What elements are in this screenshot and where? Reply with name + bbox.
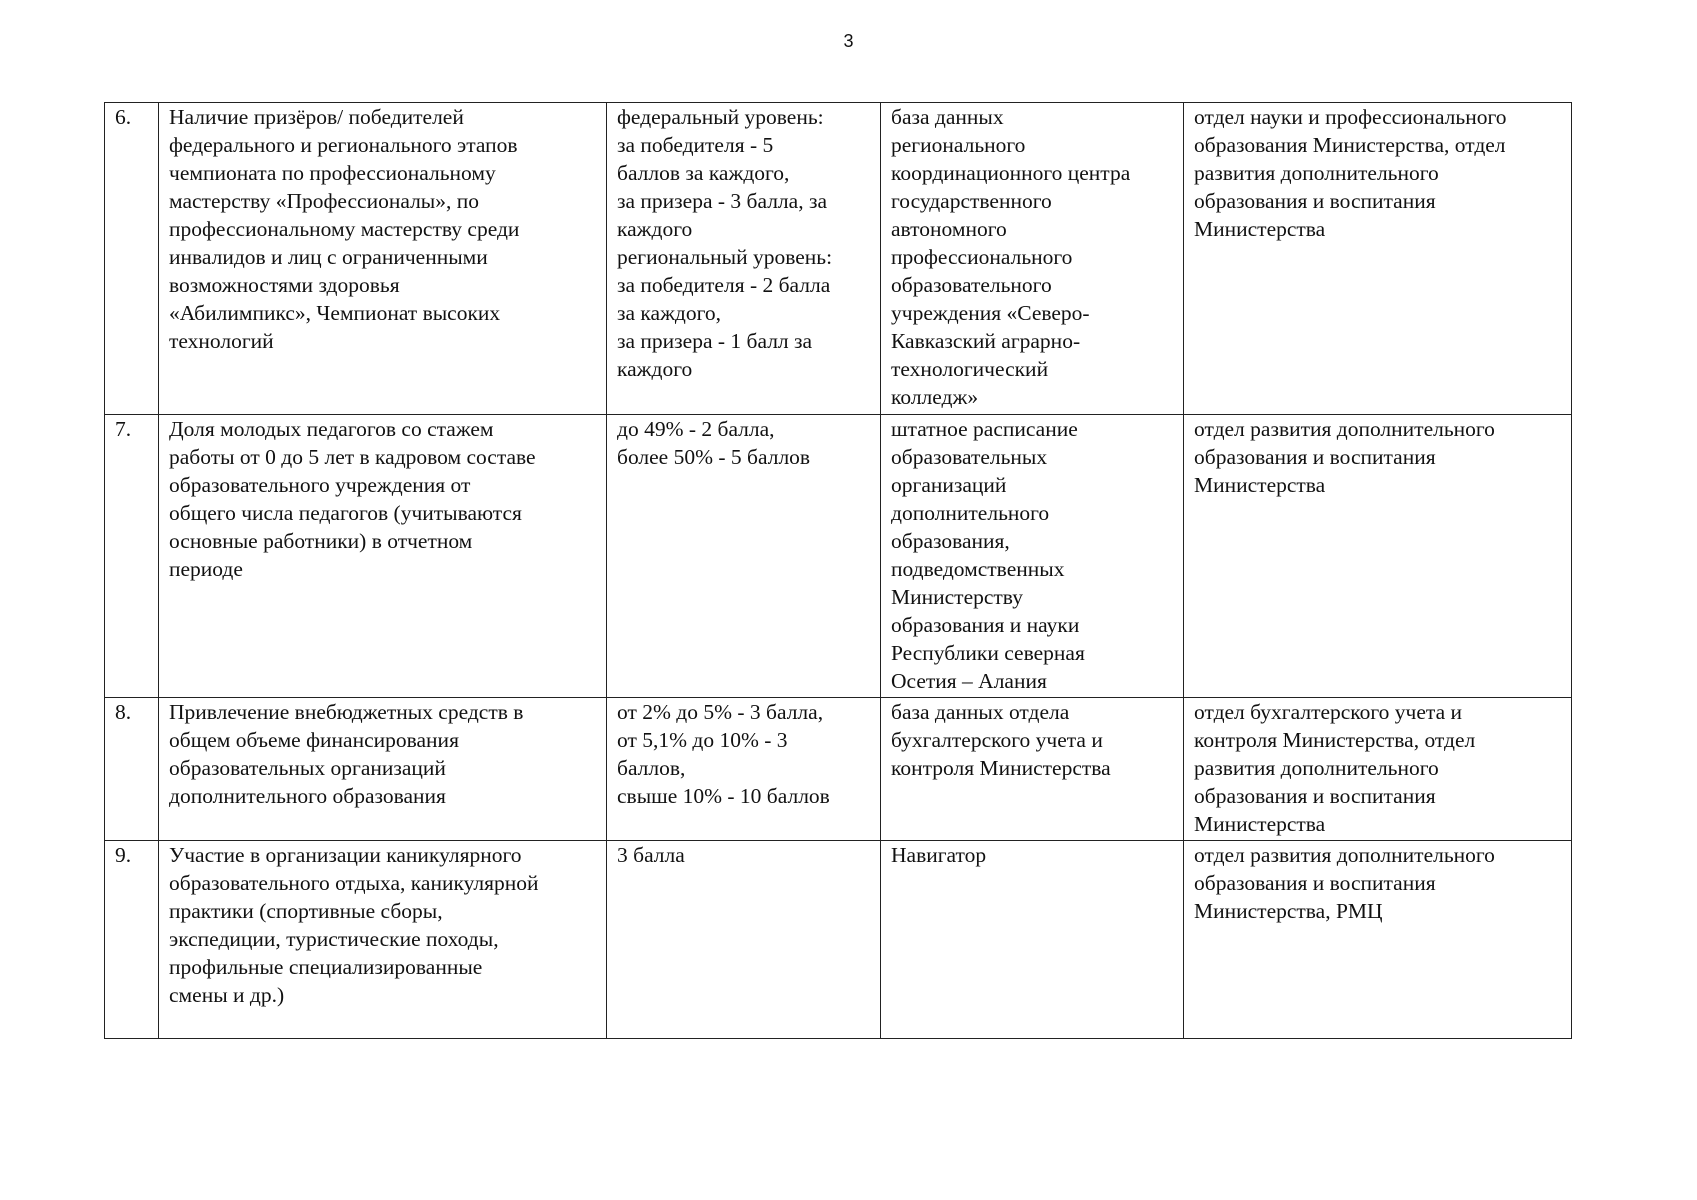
text-line: мастерству «Профессионалы», по: [169, 189, 480, 213]
text-line: Кавказский аграрно-: [891, 329, 1081, 353]
page-number: 3: [843, 31, 854, 51]
text-line: отдел науки и профессионального: [1194, 105, 1507, 129]
text-line: более 50% - 5 баллов: [617, 445, 811, 469]
row-number: 6.: [105, 103, 159, 415]
text-line: образования,: [891, 529, 1010, 553]
text-line: развития дополнительного: [1194, 756, 1439, 780]
table-row-8: [105, 698, 1572, 841]
text-line: работы от 0 до 5 лет в кадровом составе: [169, 445, 536, 469]
text-line: периоде: [169, 557, 243, 581]
text-line: Министерству: [891, 585, 1023, 609]
text-line: каждого: [617, 357, 693, 381]
text-line: организаций: [891, 473, 1007, 497]
text-line: бухгалтерского учета и: [891, 728, 1103, 752]
text-line: общем объеме финансирования: [169, 728, 459, 752]
text-line: образовательного учреждения от: [169, 473, 471, 497]
responsible-cell: [1184, 103, 1572, 415]
text-line: каждого: [617, 217, 693, 241]
text-line: Министерства: [1194, 473, 1326, 497]
text-line: автономного: [891, 217, 1007, 241]
text-line: образовательных организаций: [169, 756, 446, 780]
points-cell: [607, 841, 881, 1039]
text-line: образования и воспитания: [1194, 189, 1436, 213]
text-line: база данных отдела: [891, 700, 1070, 724]
responsible-cell: [1184, 698, 1572, 841]
source-cell: [881, 841, 1184, 1039]
text-line: за победителя - 5: [617, 133, 774, 157]
text-line: основные работники) в отчетном: [169, 529, 473, 553]
text-line: Привлечение внебюджетных средств в: [169, 700, 524, 724]
indicator-cell: [159, 841, 607, 1039]
text-line: экспедиции, туристические походы,: [169, 927, 499, 951]
row-number: 9.: [105, 841, 159, 1039]
text-line: за каждого,: [617, 301, 722, 325]
text-line: Министерства: [1194, 812, 1326, 836]
table-row-9: [105, 841, 1572, 1039]
source-cell: [881, 415, 1184, 698]
responsible-cell: [1184, 415, 1572, 698]
text-line: координационного центра: [891, 161, 1131, 185]
source-cell: [881, 698, 1184, 841]
text-line: Республики северная: [891, 641, 1085, 665]
text-line: профессиональному мастерству среди: [169, 217, 520, 241]
text-line: баллов,: [617, 756, 686, 780]
text-line: развития дополнительного: [1194, 161, 1439, 185]
responsible-cell: [1184, 841, 1572, 1039]
text-line: возможностями здоровья: [169, 273, 400, 297]
text-line: государственного: [891, 189, 1052, 213]
row-number: 8.: [105, 698, 159, 841]
text-line: за призера - 3 балла, за: [617, 189, 827, 213]
text-line: от 2% до 5% - 3 балла,: [617, 700, 824, 724]
text-line: Наличие призёров/ победителей: [169, 105, 464, 129]
text-line: инвалидов и лиц с ограниченными: [169, 245, 488, 269]
text-line: образования и воспитания: [1194, 871, 1436, 895]
text-line: региональный уровень:: [617, 245, 833, 269]
text-line: штатное расписание: [891, 417, 1078, 441]
indicator-cell: [159, 103, 607, 415]
points-cell: [607, 698, 881, 841]
text-line: Навигатор: [891, 843, 987, 867]
source-cell: [881, 103, 1184, 415]
text-line: колледж»: [891, 385, 979, 409]
text-line: дополнительного: [891, 501, 1050, 525]
text-line: чемпионата по профессиональному: [169, 161, 496, 185]
text-line: образования и воспитания: [1194, 784, 1436, 808]
text-line: баллов за каждого,: [617, 161, 790, 185]
text-line: Министерства, РМЦ: [1194, 899, 1383, 923]
text-line: подведомственных: [891, 557, 1065, 581]
text-line: до 49% - 2 балла,: [617, 417, 775, 441]
text-line: «Абилимпикс», Чемпионат высоких: [169, 301, 501, 325]
text-line: смены и др.): [169, 983, 285, 1007]
text-line: технологический: [891, 357, 1049, 381]
text-line: профессионального: [891, 245, 1073, 269]
text-line: практики (спортивные сборы,: [169, 899, 443, 923]
text-line: отдел развития дополнительного: [1194, 843, 1495, 867]
text-line: образовательных: [891, 445, 1048, 469]
text-line: регионального: [891, 133, 1026, 157]
text-line: за победителя - 2 балла: [617, 273, 831, 297]
text-line: образования и науки: [891, 613, 1080, 637]
text-line: база данных: [891, 105, 1004, 129]
text-line: федеральный уровень:: [617, 105, 824, 129]
text-line: профильные специализированные: [169, 955, 483, 979]
text-line: отдел развития дополнительного: [1194, 417, 1495, 441]
text-line: 3 балла: [617, 843, 685, 867]
row-number: 7.: [105, 415, 159, 698]
points-cell: [607, 415, 881, 698]
text-line: учреждения «Северо-: [891, 301, 1090, 325]
text-line: технологий: [169, 329, 274, 353]
points-cell: [607, 103, 881, 415]
text-line: контроля Министерства: [891, 756, 1111, 780]
text-line: образования Министерства, отдел: [1194, 133, 1506, 157]
table-row-6: [105, 103, 1572, 415]
criteria-table: [104, 102, 1572, 1039]
indicator-cell: [159, 698, 607, 841]
text-line: Участие в организации каникулярного: [169, 843, 522, 867]
text-line: свыше 10% - 10 баллов: [617, 784, 830, 808]
text-line: федерального и регионального этапов: [169, 133, 518, 157]
indicator-cell: [159, 415, 607, 698]
text-line: Осетия – Алания: [891, 669, 1047, 693]
text-line: дополнительного образования: [169, 784, 446, 808]
text-line: Министерства: [1194, 217, 1326, 241]
text-line: образовательного отдыха, каникулярной: [169, 871, 539, 895]
text-line: образования и воспитания: [1194, 445, 1436, 469]
text-line: отдел бухгалтерского учета и: [1194, 700, 1462, 724]
text-line: за призера - 1 балл за: [617, 329, 813, 353]
text-line: образовательного: [891, 273, 1052, 297]
table-row-7: [105, 415, 1572, 698]
text-line: от 5,1% до 10% - 3: [617, 728, 788, 752]
text-line: общего числа педагогов (учитываются: [169, 501, 522, 525]
text-line: контроля Министерства, отдел: [1194, 728, 1476, 752]
text-line: Доля молодых педагогов со стажем: [169, 417, 494, 441]
